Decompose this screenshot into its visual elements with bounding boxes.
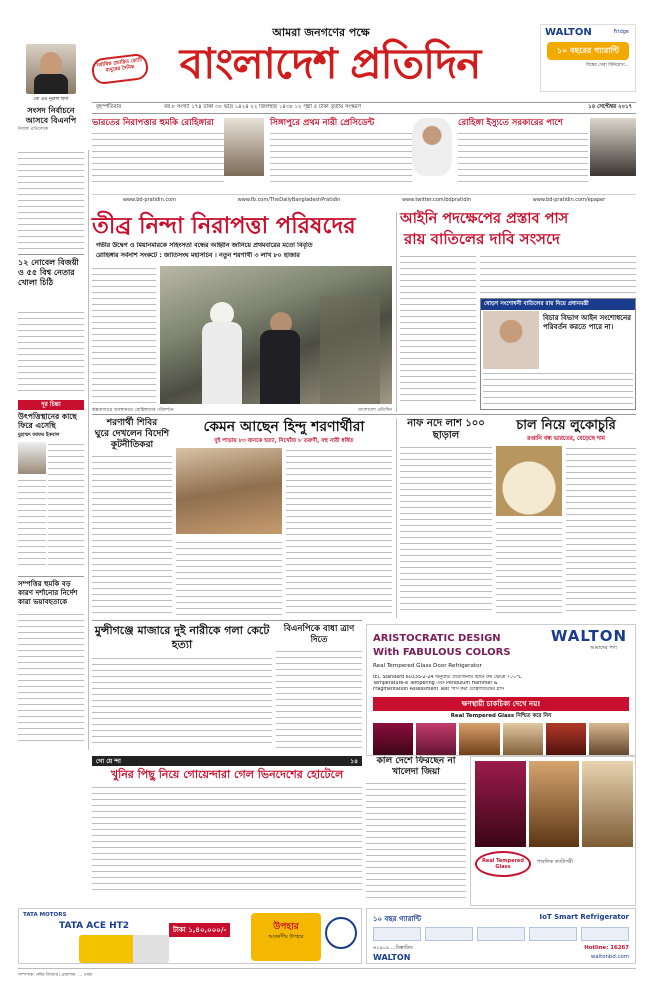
day: বৃহস্পতিবার <box>96 104 122 110</box>
lead-caption-text: কক্সবাজারে অবস্থানরত রোহিঙ্গাদের পরিদর্শনে <box>92 408 174 413</box>
walton-ad-title-1: ARISTOCRATIC DESIGN <box>373 633 501 644</box>
walton-feature-icons <box>373 927 629 941</box>
tata-truck <box>79 935 169 963</box>
walton-hotline: Hotline: 16267 <box>584 945 629 951</box>
column-title[interactable]: উৎপত্তিস্থানের কাছে ফিরে এসেছি <box>18 412 77 430</box>
left-promo-photo <box>26 44 76 94</box>
fridge-9 <box>582 761 633 847</box>
walton-smart: IoT Smart Refrigerator <box>539 913 629 921</box>
nobel-letter[interactable] <box>18 254 84 306</box>
lead-divider <box>396 212 397 412</box>
top-story-3[interactable] <box>458 118 588 190</box>
second-lead-text-1 <box>400 254 476 404</box>
rice-text-1 <box>566 446 636 614</box>
band-rule-2 <box>92 620 362 621</box>
top-story-1-headline: ভারতের নিরাপত্তার হুমকি রোহিঙ্গারা <box>92 118 214 128</box>
nafnadi-text <box>400 445 492 615</box>
web-link-facebook[interactable]: www.fb.com/TheDailyBangladeshPratidin <box>237 196 341 203</box>
walton-ad-brand: WALTON <box>550 627 627 645</box>
real-tempered-badge <box>475 851 531 877</box>
second-lead-headline-2[interactable]: রায় বাতিলের দাবি সংসদে <box>404 230 560 248</box>
tata-price: টাকা ১,৪০,০০০/- <box>169 923 230 937</box>
relief-headline: বিএনপিকে বাধা ত্রাণ দিতে <box>283 624 355 645</box>
date-strip <box>92 102 636 114</box>
top-story-3-headline: রোহিঙ্গা ইস্যুতে সরকারের পাশে <box>458 118 563 128</box>
real-tempered-badge-text: Real Tempered Glass <box>482 858 524 870</box>
fridge-5 <box>546 723 586 756</box>
walton-corner-sub: Fridge <box>613 29 629 35</box>
sampar-headline[interactable]: সম্পত্তির হুমকি বড় কারণ দর্শানোর নির্দেশ কারা ভয়াবহতাকে <box>18 576 84 606</box>
feature-icon-1 <box>373 927 421 941</box>
issue-info: বর্ষ ৮ সংখ্যা ১৭৪ ঢাকা ৩০ ভাদ্র ১৪২৪ ২২ জিলহজ ১৪৩৮ ১২ পৃষ্ঠা ৫ টাকা তৃতীয় সংস্করণ <box>164 104 361 110</box>
top-story-3-photo <box>590 118 636 176</box>
sidebar-rule <box>88 150 89 750</box>
walton-warranty: ১০ বছর গ্যারান্টি <box>373 915 421 923</box>
feature-icon-2 <box>425 927 473 941</box>
khuni-kicker: গো য়ে ন্দা <box>96 757 121 765</box>
pm-box-body <box>483 371 633 407</box>
relief-text <box>276 649 362 749</box>
hindu-refugee-text-2 <box>176 540 282 616</box>
feature-icon-5 <box>581 927 629 941</box>
top-story-1[interactable] <box>92 118 224 190</box>
walton-web[interactable]: waltonbd.com <box>590 954 629 960</box>
top-story-2[interactable] <box>270 118 412 190</box>
walton-ad-spec-2: Temperature-e Tempering এবং Pendulum Hammer & <box>373 681 498 686</box>
left-promo[interactable] <box>18 44 84 144</box>
khuni-headline: খুনির পিছু নিয়ে গোয়েন্দারা গেল ভিনদেশের হোটেলে <box>110 768 344 781</box>
circulation-badge <box>91 53 150 86</box>
fridge-8 <box>529 761 580 847</box>
rice-photo <box>496 446 562 516</box>
feature-icon-3 <box>477 927 525 941</box>
walton-corner-note: বিশ্বের সেরা বিনিয়োগ... <box>586 63 629 68</box>
hindu-refugee-text-1 <box>286 448 392 616</box>
walton-corner-ad[interactable] <box>540 24 636 92</box>
fridge-3 <box>459 723 499 756</box>
top-story-1-text <box>92 131 224 187</box>
top-story-1-photo <box>224 118 264 176</box>
walton-ad-spec-3: Fragmentation Assessment Test পাস করা রেফ্রিজারেটর গ্লাস <box>373 687 505 692</box>
pm-box-text: বিচার বিভাগ আইন সংশোধনের পরিবর্তন করতে পারে না। <box>543 313 631 331</box>
tagline: আমরা জনগণের পক্ষে <box>272 26 370 39</box>
sidebar-text-2 <box>18 310 84 394</box>
sampar-text <box>18 612 84 742</box>
column-kicker-text: দূর চিন্তা <box>41 401 61 408</box>
nafnadi-headline: নাফ নদে লাশ ১০০ ছাড়াল <box>407 418 485 441</box>
tata-offer-box <box>251 913 321 961</box>
top-story-2-headline: সিঙ্গাপুরে প্রথম নারী প্রেসিডেন্ট <box>270 118 375 128</box>
lead-caption-credit: বাংলাদেশ প্রতিদিন <box>358 408 392 413</box>
column-text <box>48 442 84 570</box>
nobel-headline: ১২ নোবেল বিজয়ী ও ৫৫ বিশ্ব নেতার খোলা চিঠি <box>18 257 79 287</box>
fridge-lineup <box>373 723 629 756</box>
column-author-photo <box>18 442 46 474</box>
khuni-kicker-bar <box>92 756 362 766</box>
fridge-6 <box>589 723 629 756</box>
walton-ad-banner-sub: Real Tempered Glass নিশ্চিত করে নিন <box>450 713 552 719</box>
lead-subhead-2: রোহিঙ্গার সর্বনাশ সংকটে : জাতিসংঘ মহাসচিব <box>96 252 213 259</box>
refugee-camp-story[interactable] <box>92 418 172 518</box>
second-lead-headline-1[interactable]: আইনি পদক্ষেপের প্রস্তাব পাস <box>400 210 569 227</box>
nafnadi-story[interactable] <box>400 418 492 618</box>
khuni-text <box>92 785 362 893</box>
khuni-number: ১৪ <box>350 757 358 765</box>
date: ১৪ সেপ্টেম্বর ২০১৭ <box>588 104 632 110</box>
column-author: মুহাম্মদ জাফর ইকবাল <box>18 433 60 438</box>
hindu-refugee-headline: কেমন আছেন হিন্দু শরণার্থীরা <box>203 419 365 435</box>
tata-ad[interactable] <box>18 908 362 964</box>
kal-deshe-story[interactable] <box>366 756 466 906</box>
tata-model: TATA ACE HT2 <box>59 921 130 931</box>
walton-ad-tag: আমাদের পণ্য <box>590 645 617 651</box>
sidebar-text-1 <box>18 150 84 250</box>
fridge-2 <box>416 723 456 756</box>
lead-text-col-1 <box>92 266 156 366</box>
band-divider <box>396 418 397 618</box>
web-links <box>92 194 636 204</box>
web-link-twitter[interactable]: www.twitter.com/bdpratidin <box>401 196 472 203</box>
rice-headline: চাল নিয়ে লুকোচুরি <box>516 418 616 433</box>
walton-footer-brand: WALTON <box>373 953 411 962</box>
web-link-site[interactable]: www.bd-pratidin.com <box>122 196 177 203</box>
walton-ad-specs <box>373 675 629 693</box>
lead-photo-caption <box>92 406 392 414</box>
pm-box-photo <box>483 311 539 369</box>
walton-corner-offer: ১০ বছরের গ্যারান্টি <box>547 42 629 60</box>
lead-subhead-3: নতুন শরণার্থী ৩ লাখ ৮০ হাজার <box>219 252 300 259</box>
lead-headline[interactable]: তীব্র নিন্দা নিরাপত্তা পরিষদের <box>92 213 356 239</box>
walton-footer-note: ৬১৯০৯ ...বিস্তারিত <box>373 945 413 951</box>
rice-sub: রপ্তানি বন্ধ ভারতের, বেড়েছে দাম <box>527 436 605 442</box>
left-promo-source: নিজস্ব প্রতিবেদক <box>18 127 49 132</box>
walton-ad[interactable] <box>366 624 636 756</box>
badge-text: সর্বাধিক প্রচারিত কোটি মানুষের দৈনিক <box>96 57 143 74</box>
kal-deshe-headline: কাল দেশে ফিরছেন না খালেদা জিয়া <box>376 756 456 777</box>
walton-ad-banner-text: ক্ষণস্থায়ী চাকচিক্য দেখে নয়! <box>461 700 541 708</box>
footer-imprint: সম্পাদক: নঈম নিজাম। প্রকাশক: ... ঢাকা <box>18 968 636 979</box>
tata-brand: TATA MOTORS <box>23 912 67 918</box>
tata-offer-title: উপহার <box>273 922 299 932</box>
masthead-title[interactable]: বাংলাদেশ প্রতিদিন <box>179 39 481 88</box>
lead-photo <box>160 266 392 404</box>
lead-text-col-2 <box>92 370 156 404</box>
top-story-2-photo <box>412 118 452 176</box>
walton-ad-subtitle: Real Tempered Glass Door Refrigerator <box>373 663 482 669</box>
fridge-7 <box>475 761 526 847</box>
tata-offer: আকর্ষণীয় উপহার <box>268 934 304 940</box>
lead-subhead-1: গভীর উদ্বেগ ও মিয়ানমারকে সহিংসতা বন্ধের আহ্বান জানিয়ে প্রথমবারের মতো বিবৃতি <box>96 242 313 249</box>
refugee-camp-text <box>92 454 172 528</box>
hindu-refugee-story[interactable] <box>176 418 392 618</box>
fridge-4 <box>503 723 543 756</box>
top-story-2-text <box>270 131 412 187</box>
column-kicker <box>18 400 84 410</box>
walton-footer-strip <box>366 908 636 964</box>
fridge-lineup-2 <box>475 761 633 847</box>
khuni-story[interactable] <box>92 756 362 906</box>
rice-story[interactable] <box>496 418 636 618</box>
walton-ad-spec-1: IEC Standard 60335-2-24 অনুযায়ী প্রয়োজনীয় হিটিং রুম ক্ষেত্রে ৭০০°C <box>373 675 522 680</box>
lead-subhead-row: রোহিঙ্গার সর্বনাশ সংকটে : জাতিসংঘ মহাসচিব । নতুন শরণার্থী ৩ লাখ ৮০ হাজার <box>96 252 300 259</box>
mazar-story[interactable] <box>92 624 272 754</box>
refugee-camp-text-2 <box>92 520 172 616</box>
feature-icon-4 <box>529 927 577 941</box>
walton-ad-maker: পাবলিক ক্যাটাগরী <box>537 859 573 865</box>
pm-box[interactable] <box>480 298 636 410</box>
band-rule-1 <box>92 414 636 415</box>
tata-logo <box>325 917 357 949</box>
fridge-1 <box>373 723 413 756</box>
hindu-refugee-sub: দুই পাড়ায় ৮৩ জনকে হত্যা, নিখোঁজ ৮ তরুণী, বহু নারী ধর্ষিত <box>214 438 354 444</box>
hindu-refugee-photo <box>176 448 282 534</box>
refugee-camp-headline: ঘুরে দেখলেন বিদেশি কূটনীতিকরা <box>94 429 170 450</box>
pm-box-title: ষোড়শ সংশোধনী বাতিলের রায় নিয়ে প্রধানমন্ত্রী <box>481 299 635 310</box>
walton-ad-banner <box>373 697 629 711</box>
left-promo-caption: কে এম নূরুল হুদা <box>33 96 69 102</box>
second-lead-text-2 <box>480 254 636 296</box>
walton-corner-brand: WALTON <box>545 27 592 38</box>
web-link-epaper[interactable]: www.bd-pratidin.com/epaper <box>532 196 606 203</box>
refugee-camp-kicker: শরণার্থী শিবির <box>106 418 158 428</box>
walton-ad-title-2: With FABULOUS COLORS <box>373 647 511 658</box>
left-promo-headline: সংসদ নির্বাচনে আসবে বিএনপি <box>25 105 77 125</box>
relief-story[interactable] <box>276 624 362 754</box>
mazar-headline: মুন্সীগঞ্জে মাজারে দুই নারীকে গলা কেটে হত্যা <box>94 624 270 651</box>
column-text-2 <box>18 478 46 570</box>
top-story-3-text <box>458 131 588 187</box>
rice-text-2 <box>496 520 562 614</box>
mazar-text <box>92 656 272 748</box>
walton-ad-lower[interactable] <box>470 756 636 906</box>
kal-deshe-text <box>366 781 466 901</box>
